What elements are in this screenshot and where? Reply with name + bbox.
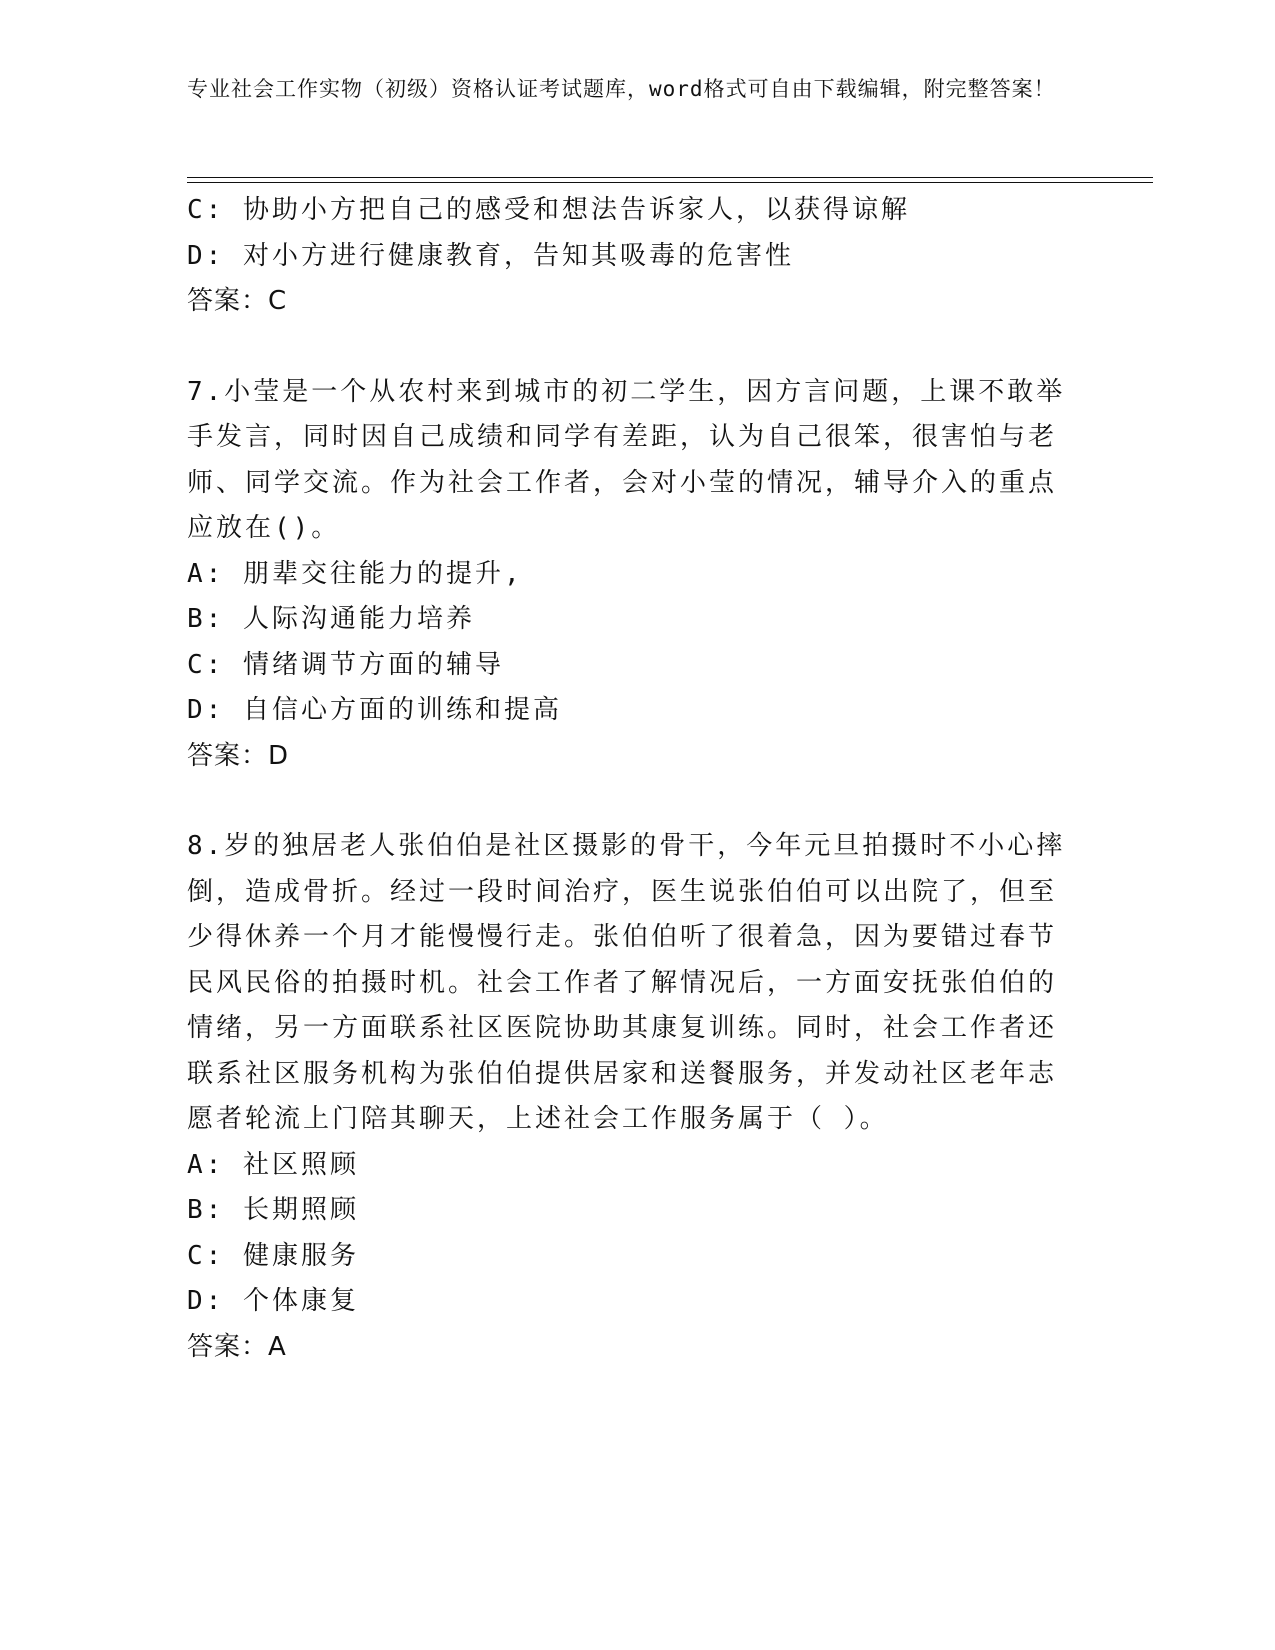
question-stem-line: 愿者轮流上门陪其聊天，上述社会工作服务属于（ ）。 — [187, 1104, 889, 1134]
question-stem-line: 民风民俗的拍摄时机。社会工作者了解情况后，一方面安抚张伯伯的 — [187, 967, 1058, 998]
option-d: D: 对小方进行健康教育，告知其吸毒的危害性 — [187, 240, 794, 271]
answer-line: 答案：A — [187, 1331, 287, 1362]
header-rule-top — [187, 177, 1153, 178]
option-a: A: 朋辈交往能力的提升, — [187, 558, 523, 589]
document-header: 专业社会工作实物（初级）资格认证考试题库，word格式可自由下载编辑，附完整答案！ — [187, 77, 1056, 101]
option-c: C: 情绪调节方面的辅导 — [187, 649, 504, 680]
header-rule-bottom — [187, 182, 1153, 183]
question-stem-line: 师、同学交流。作为社会工作者，会对小莹的情况，辅导介入的重点 — [187, 467, 1058, 498]
question-stem-line: 应放在()。 — [187, 513, 341, 543]
question-stem-line: 联系社区服务机构为张伯伯提供居家和送餐服务，并发动社区老年志 — [187, 1058, 1058, 1089]
question-stem-line: 倒，造成骨折。经过一段时间治疗，医生说张伯伯可以出院了，但至 — [187, 876, 1058, 907]
question-8 — [187, 824, 1067, 1370]
option-d: D: 个体康复 — [187, 1286, 359, 1316]
option-b: B: 人际沟通能力培养 — [187, 604, 475, 634]
previous-question-tail — [187, 188, 1067, 325]
option-c: C: 健康服务 — [187, 1240, 359, 1271]
option-c: C: 协助小方把自己的感受和想法告诉家人，以获得谅解 — [187, 195, 910, 225]
question-stem-line: 手发言，同时因自己成绩和同学有差距，认为自己很笨，很害怕与老 — [187, 422, 1058, 452]
option-d: D: 自信心方面的训练和提高 — [187, 695, 562, 725]
option-b: B: 长期照顾 — [187, 1195, 359, 1225]
question-7 — [187, 370, 1067, 780]
option-a: A: 社区照顾 — [187, 1149, 359, 1180]
question-stem-line: 情绪，另一方面联系社区医院协助其康复训练。同时，社会工作者还 — [187, 1013, 1058, 1043]
document-body — [187, 188, 1067, 1370]
question-stem-line: 8.岁的独居老人张伯伯是社区摄影的骨干，今年元旦拍摄时不小心摔 — [187, 831, 1066, 861]
question-stem-line: 7.小莹是一个从农村来到城市的初二学生，因方言问题，上课不敢举 — [187, 376, 1066, 407]
answer-line: 答案：D — [187, 740, 290, 771]
answer-line: 答案：C — [187, 286, 288, 316]
question-stem-line: 少得休养一个月才能慢慢行走。张伯伯听了很着急，因为要错过春节 — [187, 922, 1058, 952]
